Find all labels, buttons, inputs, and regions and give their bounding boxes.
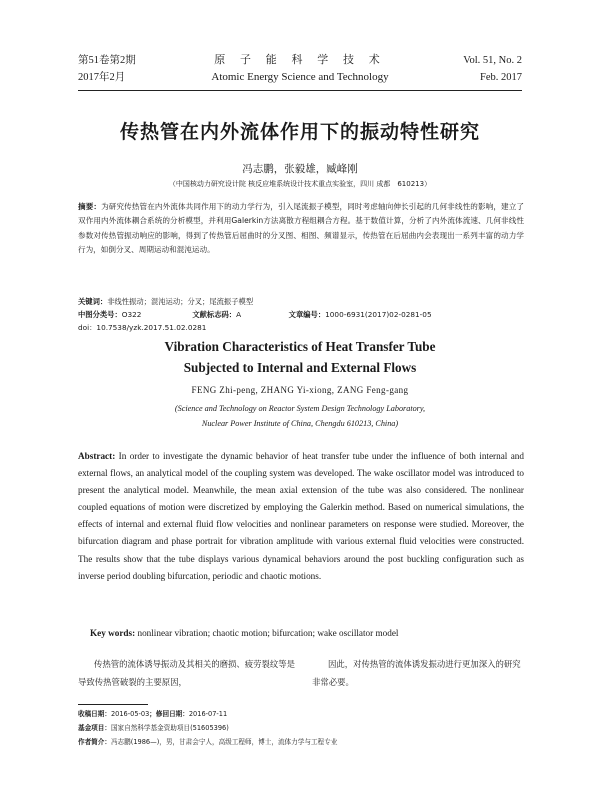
volume-cn: 第51卷第2期	[78, 55, 136, 66]
revised-date: 2016-07-11	[188, 710, 228, 718]
footnote-dates	[78, 709, 524, 719]
affiliation-en-line2: Nuclear Power Institute of China, Chengdu 610213, China)	[201, 419, 399, 428]
running-header	[78, 52, 522, 94]
keywords-cn-label: 关键词：	[78, 297, 108, 306]
title-en-line2: Subjected to Internal and External Flows	[183, 359, 417, 375]
abstract-en-text: In order to investigate the dynamic behavior of heat transfer tube under the influence of both internal and external flows, an analytical model of the coupling system was developed. The wake oscillator model was introduced to present the analytical model. Meanwhile, the mean axial extension of the tube was also considered. The nonlinear coupled equations of motion were discretized by employing the Galerkin method. Based on numerical simulations, the effects of internal and external fluid flow velocities and nonlinear parameters on response were studied. Moreover, the bifurcation diagram and phase portrait for vibration amplitude with various external fluid velocities were constructed. The results show that the tube displays various dynamical behaviors around the post buckling configuration such as inverse period doubling bifurcation, periodic and chaotic motions.	[78, 451, 524, 581]
classification-row	[78, 309, 524, 321]
fund-label: 基金项目：	[78, 724, 111, 732]
title-cn: 传热管在内外流体作用下的振动特性研究	[119, 121, 480, 143]
keywords-en	[90, 628, 524, 638]
received-date: 2016-05-03	[110, 710, 150, 718]
abstract-cn-label: 摘要：	[78, 202, 102, 211]
affiliation-en-line1: (Science and Technology on Reactor System Design Technology Laboratory,	[174, 404, 426, 413]
keywords-cn	[78, 296, 524, 308]
doc-code-label: 文献标志码：	[192, 310, 237, 319]
footnote-fund	[78, 723, 524, 733]
fund-text: 国家自然科学基金资助项目(51605396)	[110, 724, 229, 732]
abstract-en	[78, 448, 524, 585]
volume-en: Vol. 51, No. 2	[463, 55, 522, 66]
authors-cn: 冯志鹏，张毅雄，臧峰刚	[242, 163, 358, 175]
clc-field	[78, 309, 190, 321]
keywords-cn-text: 非线性振动；混沌运动；分叉；尾流振子模型	[107, 297, 254, 306]
date-en: Feb. 2017	[480, 72, 522, 83]
journal-name-cn: 原 子 能 科 学 技 术	[214, 54, 386, 66]
affiliation-cn: （中国核动力研究设计院 核反应堆系统设计技术重点实验室，四川 成都 610213）	[168, 180, 432, 188]
affiliation-en	[0, 401, 600, 431]
authors-en: FENG Zhi-peng, ZHANG Yi-xiong, ZANG Feng-gang	[191, 385, 409, 395]
title-en	[0, 337, 600, 378]
doi[interactable]: doi：10.7538/yzk.2017.51.02.0281	[78, 323, 207, 332]
received-label: 收稿日期：	[78, 710, 111, 718]
article-number-label: 文章编号：	[288, 310, 326, 319]
abstract-cn	[78, 200, 524, 257]
header-right	[463, 52, 522, 86]
title-en-line1: Vibration Characteristics of Heat Transfer Tube	[164, 339, 436, 354]
footnote-author	[78, 737, 524, 747]
clc-value: O322	[121, 310, 142, 319]
author-bio-label: 作者简介：	[78, 738, 111, 746]
article-number-value: 1000-6931(2017)02-0281-05	[325, 310, 432, 319]
body-text-right: 因此，对传热管的流体诱发振动进行更加深入的研究非常必要。	[312, 659, 521, 687]
author-bio-text: 冯志鹏(1986—)，男，甘肃会宁人，高级工程师，博士，流体力学与工程专业	[110, 738, 338, 746]
journal-name-en: Atomic Energy Science and Technology	[211, 71, 389, 83]
footnote-rule	[78, 704, 148, 705]
revised-label: ；修回日期：	[149, 710, 189, 718]
doc-code-field	[192, 309, 286, 321]
abstract-cn-text: 为研究传热管在内外流体共同作用下的动力学行为，引入尾流振子模型，同时考虑轴向伸长引起的几何非线性的影响，建立了双作用内外流体耦合系统的分析模型，并利用Galerkin方法离散方程组耦合方程。基于数值计算，分析了内外流体流速、几何非线性参数对传热管振动响应的影响，得到了传热管后屈曲时的分叉图、相图、频谱显示，传热管在后屈曲内会表现出一系列丰富的动力学行为，如倒分叉、周期运动和混沌运动。	[78, 202, 524, 254]
keywords-en-label: Key words:	[90, 628, 136, 638]
clc-label: 中图分类号：	[78, 310, 122, 319]
date-cn: 2017年2月	[78, 72, 126, 83]
doc-code-value: A	[236, 310, 242, 319]
body-text-left: 传热管的流体诱导振动及其相关的磨损、疲劳裂纹等是导致传热管破裂的主要原因，	[78, 659, 295, 687]
keywords-en-text: nonlinear vibration; chaotic motion; bifurcation; wake oscillator model	[137, 628, 399, 638]
abstract-en-label: Abstract:	[78, 451, 116, 461]
header-rule	[78, 90, 522, 91]
header-center	[78, 52, 522, 86]
article-number-field	[289, 309, 432, 321]
